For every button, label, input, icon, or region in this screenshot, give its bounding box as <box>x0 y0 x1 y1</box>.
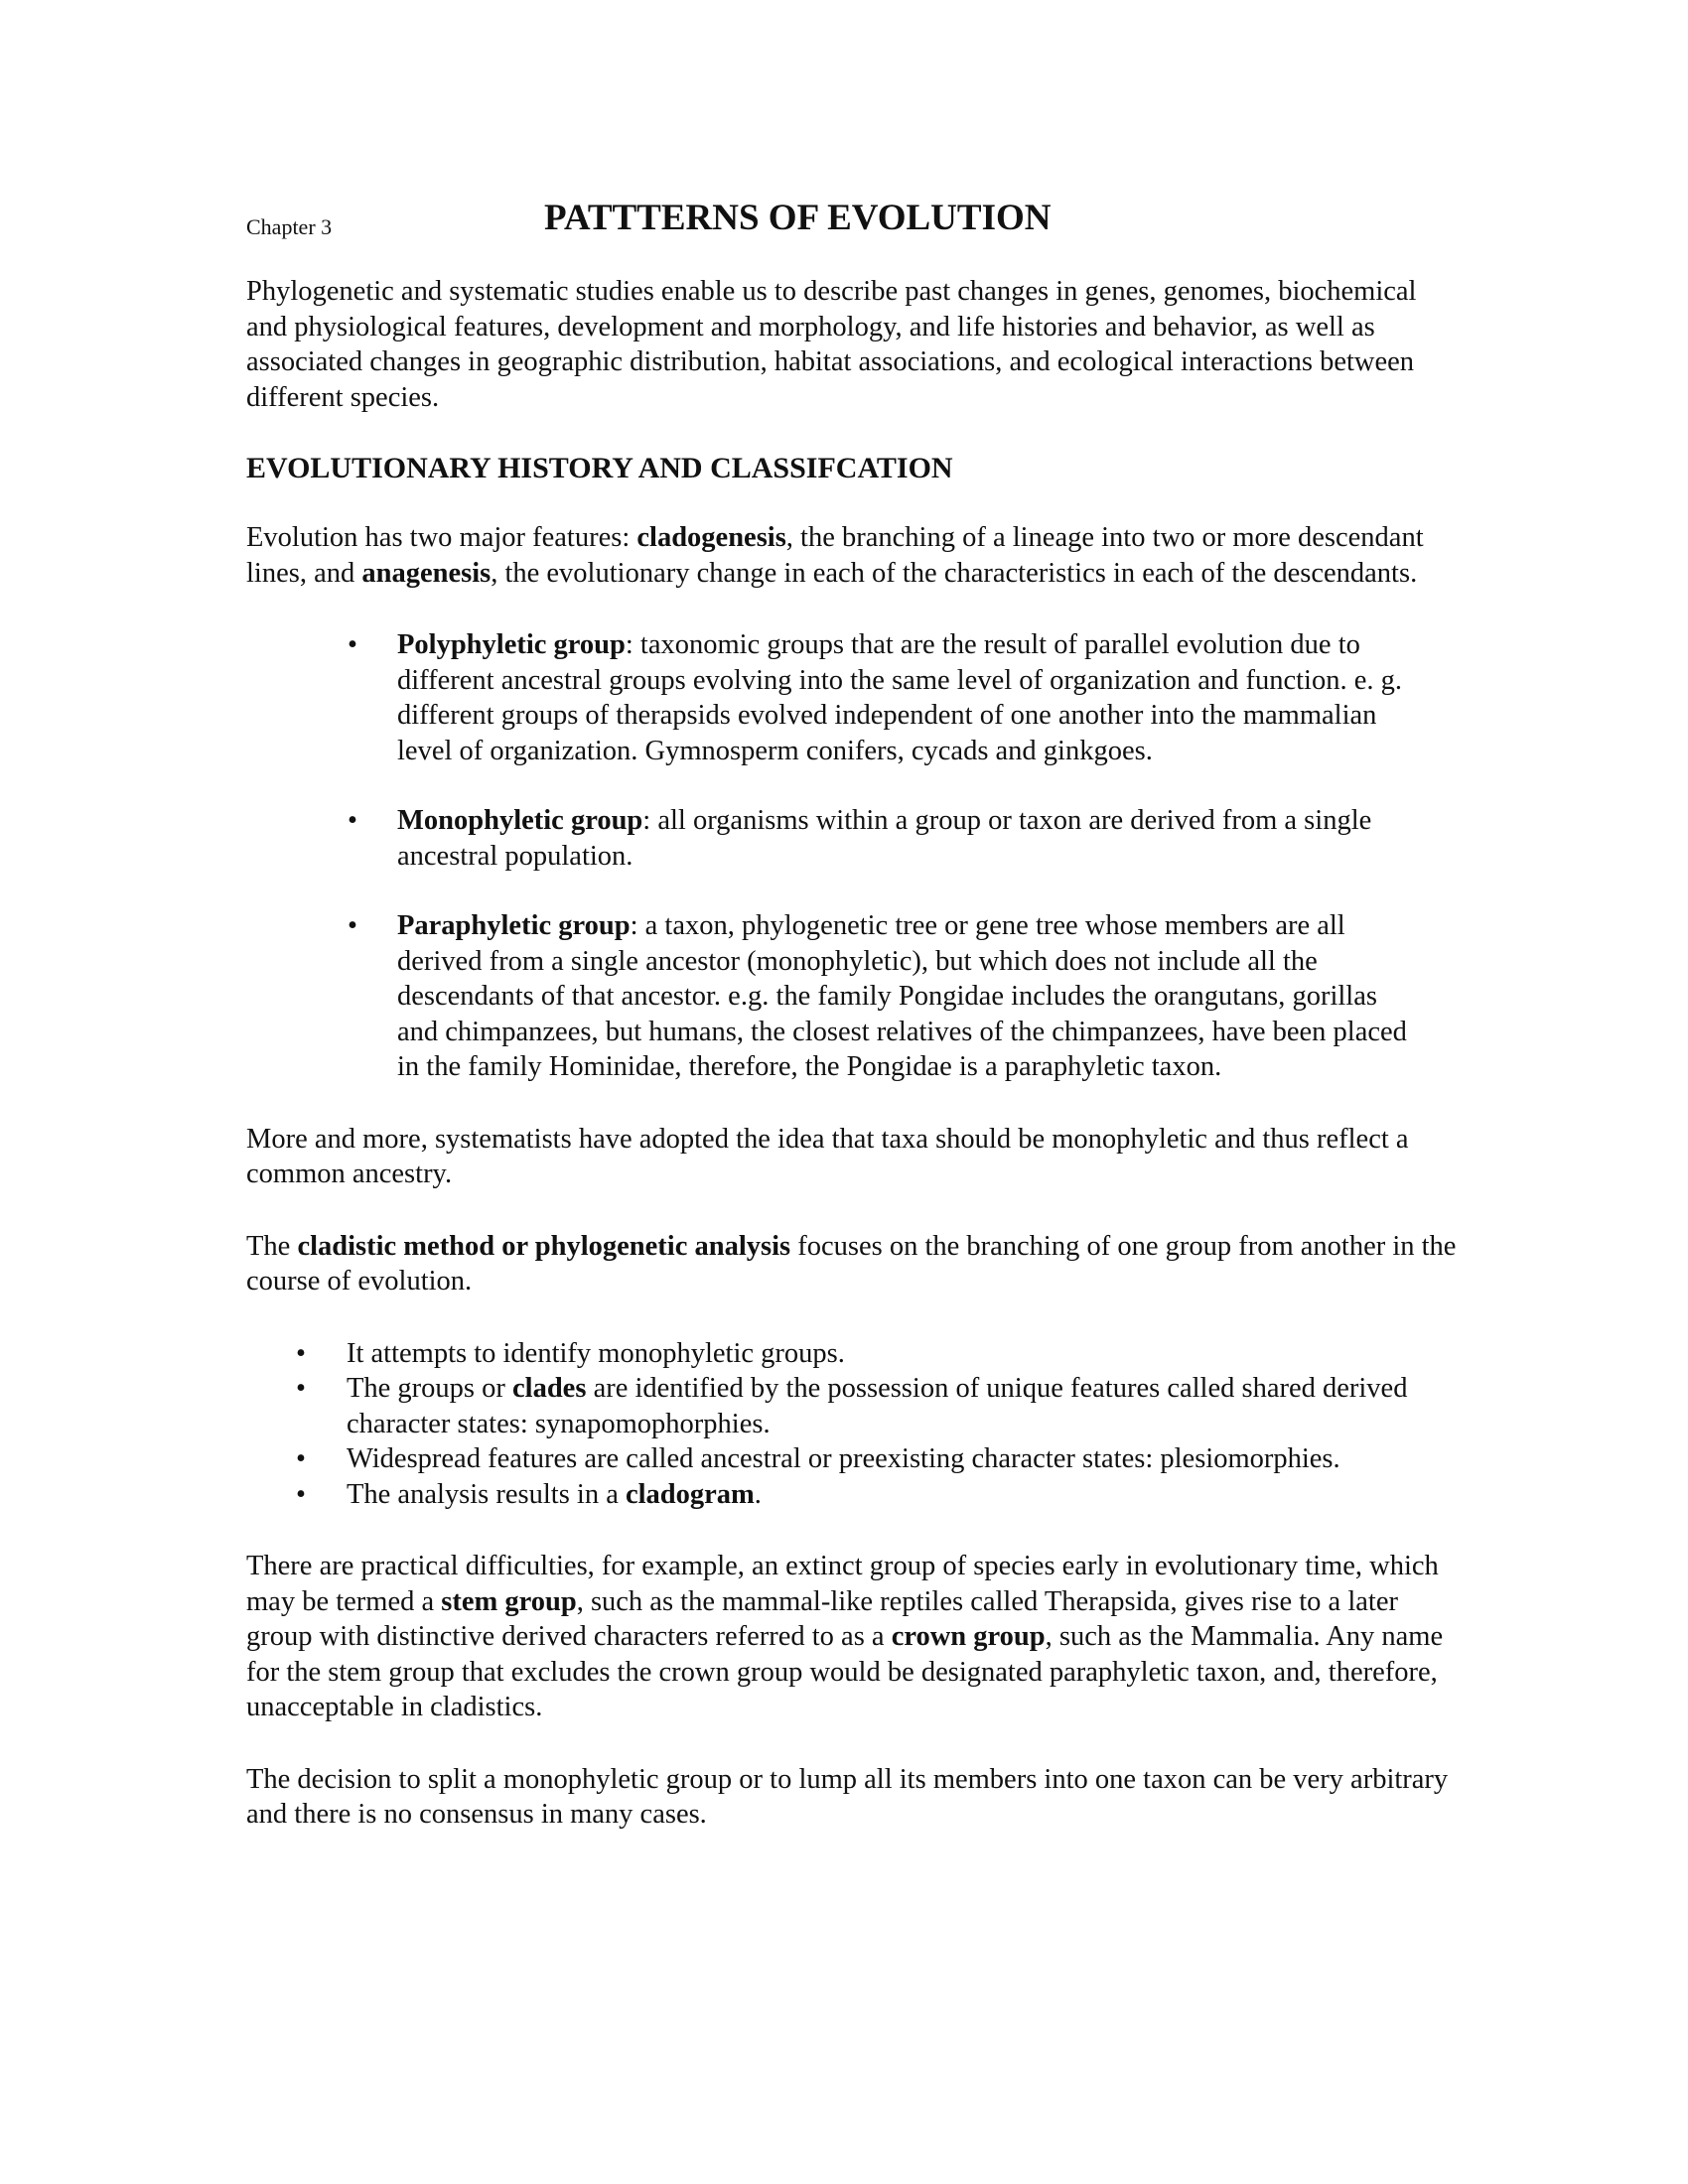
list-item-monophyletic: • Monophyletic group: all organisms within a group or taxon are derived from a single ancestral population. <box>348 805 1372 872</box>
term-anagenesis: anagenesis <box>361 557 492 589</box>
bullet-icon: • <box>348 629 357 660</box>
term-crown-group: crown group <box>891 1621 1046 1652</box>
monophyly-paragraph: More and more, systematists have adopted the idea that taxa should be monophyletic and thus reflect a common ancestry. <box>246 1123 1409 1189</box>
term-stem-group: stem group <box>441 1585 577 1617</box>
group-definitions-list <box>246 627 1458 1085</box>
cladistic-method-paragraph: The cladistic method or phylogenetic analysis focuses on the branching of one group from another in the course of evolution. <box>246 1230 1457 1297</box>
bullet-icon: • <box>296 1478 306 1510</box>
page-content <box>246 197 1458 1833</box>
list-item: • The groups or clades are identified by the possession of unique features called shared derived character states: synapomophorphies. <box>296 1373 1408 1439</box>
term-polyphyletic: Polyphyletic group <box>397 629 626 660</box>
list-item-polyphyletic: • Polyphyletic group: taxonomic groups that are the result of parallel evolution due to different ancestral groups evolving into the same level of organization and function. e. g. different groups of therapsids evolved independent of one another into the mammalian level of organization. Gymnosperm conifers, cycads and ginkgoes. <box>348 629 1402 766</box>
stem-crown-paragraph: There are practical difficulties, for example, an extinct group of species early in evolutionary time, which may be termed a stem group, such as the mammal-like reptiles called Therapsida, gives rise to a later group with distinctive derived characters referred to as a crown group, such as the Mammalia. Any name for the stem group that excludes the crown group would be designated paraphyletic taxon, and, therefore, unacceptable in cladistics. <box>246 1551 1444 1722</box>
list-item: • It attempts to identify monophyletic groups. <box>246 1336 1439 1372</box>
split-lump-paragraph: The decision to split a monophyletic group or to lump all its members into one taxon can be very arbitrary and there is no consensus in many cases. <box>246 1763 1449 1830</box>
cladistics-list <box>246 1336 1458 1513</box>
list-item-paraphyletic: • Paraphyletic group: a taxon, phylogenetic tree or gene tree whose members are all derived from a single ancestor (monophyletic), but which does not include all the descendants of that ancestor. e.g. the family Pongidae includes the orangutans, gorillas and chimpanzees, but humans, the closest relatives of the chimpanzees, have been placed in the family Hominidae, therefore, the Pongidae is a paraphyletic taxon. <box>348 910 1407 1082</box>
section-heading: EVOLUTIONARY HISTORY AND CLASSIFCATION <box>246 452 953 484</box>
bullet-icon: • <box>348 805 357 836</box>
bullet-icon: • <box>296 1373 306 1404</box>
term-monophyletic: Monophyletic group <box>397 805 643 836</box>
bullet-icon: • <box>348 910 357 941</box>
list-item: • Widespread features are called ancestral or preexisting character states: plesiomorphies. <box>246 1441 1439 1477</box>
bullet-icon: • <box>296 1443 306 1474</box>
term-cladogenesis: cladogenesis <box>636 522 786 553</box>
term-cladistic-method: cladistic method or phylogenetic analysis <box>297 1230 791 1262</box>
term-clades: clades <box>512 1373 587 1404</box>
features-paragraph: Evolution has two major features: cladogenesis, the branching of a lineage into two or more descendant lines, and anagenesis, the evolutionary change in each of the characteristics in each of the descendants. <box>246 522 1424 589</box>
chapter-label: Chapter 3 <box>246 214 333 239</box>
list-item: • The analysis results in a cladogram. <box>246 1477 1439 1513</box>
bullet-icon: • <box>296 1337 306 1369</box>
page-title: PATTTERNS OF EVOLUTION <box>544 198 1052 238</box>
term-cladogram: cladogram <box>625 1478 755 1510</box>
intro-paragraph: Phylogenetic and systematic studies enable us to describe past changes in genes, genomes, biochemical and physiological features, development and morphology, and life histories and behavior, as well as associated changes in geographic distribution, habitat associations, and ecological interactions between different species. <box>246 276 1417 413</box>
page-header <box>246 197 1458 246</box>
term-paraphyletic: Paraphyletic group <box>397 910 631 941</box>
